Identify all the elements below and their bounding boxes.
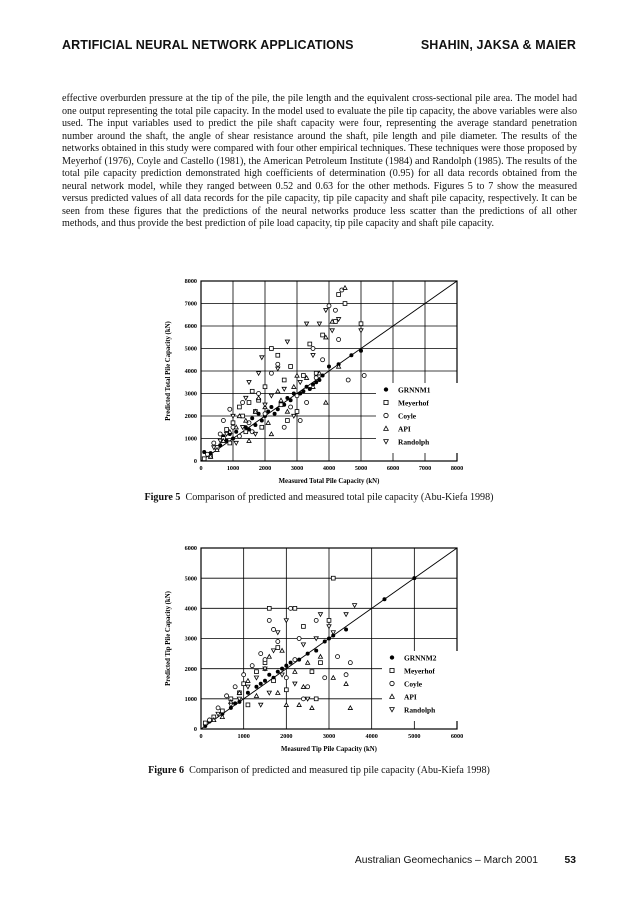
- figure-6-text: Comparison of predicted and measured tip pile capacity (Abu-Kiefa 1998): [189, 765, 490, 776]
- point-s4-14: [282, 387, 286, 391]
- point-s1-23: [302, 374, 306, 378]
- point-s1-13: [302, 625, 306, 629]
- point-s3-17: [344, 682, 348, 686]
- point-s2-16: [295, 394, 299, 398]
- legend-label-2: Coyle: [404, 679, 423, 689]
- point-s1-9: [267, 606, 271, 610]
- y-tick-label-1: 1000: [184, 696, 197, 704]
- legend-label-4: Randolph: [398, 437, 430, 447]
- point-s3-13: [276, 389, 280, 393]
- page-number: 53: [564, 855, 576, 866]
- point-s0-12: [276, 670, 280, 674]
- point-s4-19: [311, 354, 315, 358]
- point-s3-14: [279, 398, 283, 402]
- point-s2-14: [306, 685, 310, 689]
- point-s4-15: [318, 613, 322, 617]
- point-s0-23: [289, 398, 293, 402]
- point-s2-20: [314, 376, 318, 380]
- point-s2-15: [314, 618, 318, 622]
- point-s2-8: [272, 627, 276, 631]
- y-tick-label-5: 5000: [184, 575, 197, 583]
- x-tick-label-0: 0: [199, 465, 203, 472]
- point-s1-6: [246, 703, 250, 707]
- x-tick-label-5: 5000: [354, 465, 368, 472]
- point-s1-21: [289, 365, 293, 369]
- y-tick-label-0: 0: [193, 726, 197, 734]
- x-tick-label-4: 4000: [322, 465, 336, 472]
- point-s4-6: [267, 691, 271, 695]
- figure-6-caption: [0, 765, 638, 776]
- x-tick-label-7: 7000: [418, 465, 432, 472]
- point-s3-11: [266, 421, 270, 425]
- point-s0-18: [273, 412, 277, 416]
- point-s1-16: [327, 619, 331, 623]
- point-s2-10: [284, 676, 288, 680]
- point-s3-13: [306, 661, 310, 665]
- point-s2-7: [241, 401, 245, 405]
- point-s3-15: [318, 655, 322, 659]
- point-s4-3: [231, 414, 235, 418]
- point-s4-15: [285, 340, 289, 344]
- point-s4-24: [359, 329, 363, 333]
- legend-label-2: Coyle: [398, 411, 417, 421]
- point-s4-16: [327, 625, 331, 629]
- point-s4-7: [271, 649, 275, 653]
- point-s4-9: [257, 372, 261, 376]
- y-tick-label-8: 8000: [184, 278, 197, 286]
- point-s2-2: [225, 694, 229, 698]
- point-s1-20: [286, 419, 290, 423]
- point-s3-24: [343, 286, 347, 290]
- point-s2-1: [212, 441, 216, 445]
- point-s2-4: [242, 673, 246, 677]
- point-s1-15: [319, 661, 323, 665]
- point-s1-10: [247, 401, 251, 405]
- point-s1-6: [231, 421, 235, 425]
- point-s2-17: [336, 655, 340, 659]
- point-s4-16: [292, 414, 296, 418]
- chart-total-capacity: [165, 278, 463, 485]
- point-s2-10: [257, 392, 261, 396]
- point-s4-18: [344, 613, 348, 617]
- point-s4-5: [241, 426, 245, 430]
- point-s3-12: [269, 432, 273, 436]
- point-s2-21: [301, 697, 305, 701]
- x-axis-label: Measured Tip Pile Capacity (kN): [281, 746, 377, 753]
- point-s2-6: [259, 652, 263, 656]
- point-s1-5: [228, 441, 232, 445]
- point-s4-6: [244, 396, 248, 400]
- y-tick-label-0: 0: [193, 458, 197, 466]
- point-s1-15: [263, 385, 267, 389]
- point-s2-21: [321, 358, 325, 362]
- header-title: ARTIFICIAL NEURAL NETWORK APPLICATIONS: [62, 38, 354, 52]
- legend-marker-0: [390, 655, 394, 659]
- point-s3-7: [247, 439, 251, 443]
- point-s3-15: [285, 409, 289, 413]
- point-s3-17: [295, 373, 299, 377]
- point-s1-18: [279, 403, 283, 407]
- chart-tip-capacity: [165, 545, 463, 753]
- legend-label-3: API: [404, 692, 417, 702]
- legend-marker-2: [384, 413, 388, 417]
- point-s1-26: [321, 333, 325, 337]
- point-s0-19: [276, 407, 280, 411]
- point-s4-11: [293, 682, 297, 686]
- x-tick-label-1: 1000: [237, 733, 250, 740]
- point-s0-36: [349, 353, 353, 357]
- x-tick-label-6: 6000: [450, 733, 464, 740]
- point-s2-1: [216, 706, 220, 710]
- point-s0-28: [305, 385, 309, 389]
- point-s3-16: [331, 676, 335, 680]
- point-s2-16: [323, 676, 327, 680]
- point-s2-13: [276, 362, 280, 366]
- point-s2-11: [289, 606, 293, 610]
- point-s3-9: [280, 648, 284, 652]
- point-s4-12: [301, 643, 305, 647]
- legend-label-0: GRNNM2: [404, 653, 437, 663]
- point-s0-37: [359, 349, 363, 353]
- point-s1-28: [337, 293, 341, 297]
- point-s2-11: [263, 412, 267, 416]
- point-s1-29: [343, 302, 347, 306]
- point-s0-23: [382, 597, 386, 601]
- x-tick-label-5: 5000: [408, 733, 421, 740]
- figure-6-label: Figure 6: [148, 765, 185, 776]
- point-s3-10: [284, 703, 288, 707]
- point-s2-15: [289, 405, 293, 409]
- point-s3-8: [276, 691, 280, 695]
- point-s1-2: [220, 709, 224, 713]
- point-s1-4: [225, 428, 229, 432]
- point-s2-12: [269, 371, 273, 375]
- x-tick-label-6: 6000: [386, 465, 400, 472]
- point-s4-10: [260, 356, 264, 360]
- point-s2-26: [362, 374, 366, 378]
- point-s1-18: [314, 697, 318, 701]
- y-tick-label-3: 3000: [184, 390, 197, 398]
- point-s0-14: [284, 664, 288, 668]
- point-s4-17: [298, 381, 302, 385]
- point-s4-3: [246, 685, 250, 689]
- point-s0-31: [314, 380, 318, 384]
- point-s2-23: [333, 308, 337, 312]
- legend-marker-1: [384, 400, 388, 404]
- point-s3-6: [244, 418, 248, 422]
- point-s3-5: [254, 694, 258, 698]
- point-s0-15: [289, 661, 293, 665]
- point-s1-17: [331, 576, 335, 580]
- point-s2-4: [228, 407, 232, 411]
- point-s4-9: [280, 673, 284, 677]
- point-s4-12: [269, 394, 273, 398]
- point-s3-11: [293, 670, 297, 674]
- point-s0-20: [327, 637, 331, 641]
- x-axis-label: Measured Total Pile Capacity (kN): [278, 478, 380, 485]
- figure-5-caption: [0, 492, 638, 503]
- point-s1-11: [250, 389, 254, 393]
- point-s2-3: [221, 419, 225, 423]
- point-s2-7: [267, 618, 271, 622]
- point-s0-6: [231, 437, 235, 441]
- point-s2-12: [293, 658, 297, 662]
- point-s1-0: [203, 721, 207, 725]
- point-s2-3: [233, 685, 237, 689]
- point-s0-16: [297, 658, 301, 662]
- y-tick-label-7: 7000: [184, 300, 197, 308]
- point-s2-20: [263, 658, 267, 662]
- legend-label-1: Meyerhof: [398, 398, 429, 408]
- y-tick-label-4: 4000: [184, 368, 197, 376]
- point-s0-17: [306, 652, 310, 656]
- point-s3-4: [246, 679, 250, 683]
- point-s1-12: [293, 606, 297, 610]
- point-s4-20: [317, 322, 321, 326]
- point-s4-8: [253, 432, 257, 436]
- point-s2-5: [250, 664, 254, 668]
- point-s4-4: [234, 441, 238, 445]
- point-s3-9: [257, 396, 261, 400]
- x-tick-label-1: 1000: [226, 465, 240, 472]
- point-s1-9: [244, 430, 248, 434]
- point-s4-14: [314, 637, 318, 641]
- point-s0-19: [323, 640, 327, 644]
- y-axis-label: Predicted Total Pile Capacity (kN): [165, 321, 172, 421]
- point-s2-22: [327, 304, 331, 308]
- point-s3-16: [292, 385, 296, 389]
- point-s2-19: [348, 661, 352, 665]
- point-s4-4: [254, 676, 258, 680]
- point-s0-10: [267, 673, 271, 677]
- point-s0-22: [285, 396, 289, 400]
- point-s4-10: [284, 619, 288, 623]
- point-s0-7: [234, 430, 238, 434]
- x-tick-label-3: 3000: [322, 733, 336, 740]
- point-s2-19: [311, 347, 315, 351]
- point-s1-16: [270, 347, 274, 351]
- point-s2-17: [298, 419, 302, 423]
- point-s1-10: [276, 646, 280, 650]
- x-tick-label-2: 2000: [280, 733, 293, 740]
- header-authors: SHAHIN, JAKSA & MAIER: [420, 38, 576, 52]
- point-s2-24: [337, 338, 341, 342]
- point-s0-6: [246, 691, 250, 695]
- point-s0-17: [269, 405, 273, 409]
- point-s1-11: [284, 688, 288, 692]
- point-s3-12: [301, 685, 305, 689]
- point-s2-25: [346, 378, 350, 382]
- point-s4-19: [353, 604, 357, 608]
- y-tick-label-2: 2000: [184, 665, 197, 673]
- point-s1-14: [310, 670, 314, 674]
- y-tick-label-3: 3000: [184, 635, 197, 643]
- point-s4-21: [324, 309, 328, 313]
- point-s0-24: [412, 576, 416, 580]
- point-s2-14: [282, 425, 286, 429]
- footer-journal: Australian Geomechanics – March 2001: [354, 855, 538, 866]
- point-s0-9: [263, 679, 267, 683]
- point-s3-19: [297, 703, 301, 707]
- point-s1-19: [282, 378, 286, 382]
- body-paragraph: effective overburden pressure at the tip of the pile, the pile length and the equivalent cross-sectional pile area. The model had one output representing the total pile capacity. In the model used to evaluate the pile tip capacity, the above variables were also used. The input variables used to predict the pile shaft capacity were four, representing the average standard penetration number around the shaft, the angle of shear resistance around the shaft, pile length and pile diameter. The results of the networks obtained in this study were compared with four other empirical techniques. These techniques were those proposed by Meyerhof (1976), Coyle and Castello (1981), the American Petroleum Institute (1984) and Randolph (1985). The results of the total pile capacity prediction demonstrated high coefficients of determination (0.95) for all data records obtained from the neural network model, while they ranged between 0.52 and 0.63 for the other methods. Figures 5 to 7 show the measured versus predicted values of all data records for the pile capacity, tip pile capacity and shaft pile capacity, respectively. It can be seen from these figures that the predictions of the neural networks produce less scatter than the predictions of all other methods, and thus provide the best prediction of pile load capacity, tip pile capacity and shaft pile capacity.: [62, 93, 577, 230]
- point-s4-13: [276, 367, 280, 371]
- point-s0-8: [259, 682, 263, 686]
- x-tick-label-3: 3000: [290, 465, 304, 472]
- point-s0-14: [260, 419, 264, 423]
- point-s2-2: [218, 432, 222, 436]
- point-s1-17: [276, 353, 280, 357]
- point-s1-0: [202, 457, 206, 461]
- y-tick-label-5: 5000: [184, 345, 197, 353]
- point-s1-7: [255, 670, 259, 674]
- point-s2-0: [208, 718, 212, 722]
- point-s1-24: [308, 342, 312, 346]
- y-tick-label-2: 2000: [184, 413, 197, 421]
- point-s0-13: [280, 667, 284, 671]
- point-s0-22: [344, 627, 348, 631]
- point-s0-7: [254, 685, 258, 689]
- point-s4-20: [259, 703, 263, 707]
- point-s1-30: [359, 322, 363, 326]
- figure-5-text: Comparison of predicted and measured total pile capacity (Abu-Kiefa 1998): [185, 492, 494, 503]
- point-s3-25: [324, 400, 328, 404]
- point-s2-18: [305, 401, 309, 405]
- point-s4-22: [330, 329, 334, 333]
- y-tick-label-6: 6000: [184, 545, 197, 553]
- point-s4-8: [276, 631, 280, 635]
- y-axis-label: Predicted Tip Pile Capacity (kN): [165, 591, 172, 686]
- point-s0-18: [314, 649, 318, 653]
- legend-label-4: Randolph: [404, 705, 436, 715]
- point-s0-12: [253, 423, 257, 427]
- point-s1-14: [260, 425, 264, 429]
- legend-marker-1: [390, 668, 394, 672]
- point-s2-0: [205, 452, 209, 456]
- point-s2-9: [276, 640, 280, 644]
- x-tick-label-2: 2000: [258, 465, 272, 472]
- point-s0-11: [250, 416, 254, 420]
- point-s2-13: [297, 637, 301, 641]
- legend-label-1: Meyerhof: [404, 666, 435, 676]
- y-tick-label-4: 4000: [184, 605, 197, 613]
- legend-marker-0: [384, 387, 388, 391]
- legend-marker-2: [390, 681, 394, 685]
- y-tick-label-6: 6000: [184, 323, 197, 331]
- point-s4-18: [305, 322, 309, 326]
- point-s4-11: [263, 403, 267, 407]
- point-s3-18: [348, 706, 352, 710]
- x-tick-label-0: 0: [199, 733, 203, 740]
- point-s4-7: [247, 381, 251, 385]
- point-s4-13: [306, 697, 310, 701]
- point-s1-7: [238, 405, 242, 409]
- point-s1-22: [295, 410, 299, 414]
- point-s0-34: [327, 365, 331, 369]
- point-s0-4: [233, 701, 237, 705]
- point-s2-6: [237, 434, 241, 438]
- legend-label-3: API: [398, 424, 411, 434]
- point-s3-7: [267, 655, 271, 659]
- point-s1-19: [272, 679, 276, 683]
- x-tick-label-8: 8000: [450, 465, 464, 472]
- y-tick-label-1: 1000: [184, 435, 197, 443]
- point-s2-18: [344, 673, 348, 677]
- figure-5-label: Figure 5: [144, 492, 181, 503]
- x-tick-label-4: 4000: [365, 733, 378, 740]
- point-s0-27: [301, 389, 305, 393]
- legend-label-0: GRNNM1: [398, 385, 431, 395]
- point-s3-14: [310, 706, 314, 710]
- point-s1-5: [242, 682, 246, 686]
